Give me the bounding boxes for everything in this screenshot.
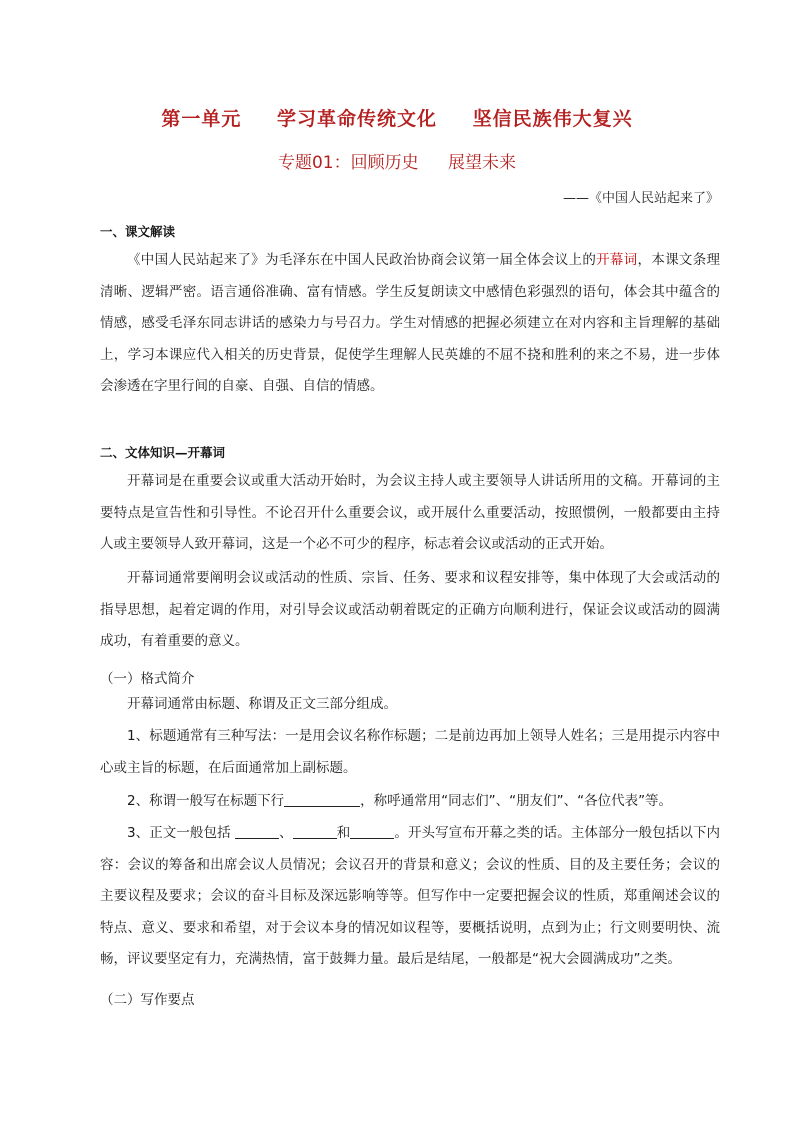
unit-title-part: 坚信民族伟大复兴: [472, 108, 633, 130]
paragraph: 开幕词是在重要会议或重大活动开始时，为会议主持人或主要领导人讲话所用的文稿。开幕词的主要特点是宣告性和引导性。不论召开什么重要会议，或开展什么重要活动，按照惯例，一般都要由主持人或主要领导人致开幕词，这是一个必不可少的程序，标志着会议或活动的正式开始。: [100, 473, 720, 552]
subtitle-part: 专题01：回顾历史: [277, 153, 419, 173]
topic-subtitle: [0, 148, 794, 173]
unit-title-part: 第一单元: [161, 108, 242, 130]
subsection-heading: （一）格式简介: [100, 671, 195, 687]
paragraph-text: ，本课文条理清晰、逻辑严密。语言通俗准确、富有情感。学生反复朗读文中感情色彩强烈的语句，体会其中蕴含的情感，感受毛泽东同志讲话的感染力与号召力。学生对情感的把握必须建立在对内容和主旨理解的基础上，学习本课应代入相关的历史背景，促使学生理解人民英雄的不屈不挠和胜利的来之不易，进一步体会渗透在字里行间的自豪、自强、自信的情感。: [100, 252, 721, 394]
paragraph-text: ，称呼通常用“同志们”、“朋友们”、“各位代表”等。: [360, 793, 673, 809]
paragraph: [100, 818, 720, 976]
unit-title: [0, 104, 794, 131]
subsection-heading: （二）写作要点: [100, 992, 195, 1008]
fill-blank[interactable]: [350, 824, 394, 839]
paragraph-text: 。开头写宣布开幕之类的话。主体部分一般包括以下内容：会议的筹备和出席会议人员情况；会议召开的背景和意义；会议的性质、目的及主要任务；会议的主要议程及要求；会议的奋斗目标及深远影响等等。但写作中一定要把握会议的性质，郑重阐述会议的特点、意义、要求和希望，对于会议本身的情况如议程等，要概括说明，点到为止；行文则要明快、流畅，评议要坚定有力，充满热情，富于鼓舞力量。最后是结尾，一般都是“祝大会圆满成功”之类。: [100, 825, 721, 967]
paragraph: 开幕词通常要阐明会议或活动的性质、宗旨、任务、要求和议程安排等，集中体现了大会或活动的指导思想，起着定调的作用，对引导会议或活动朝着既定的正确方向顺利进行，保证会议或活动的圆满成功，有着重要的意义。: [100, 570, 720, 649]
highlight-term: 开幕词: [596, 252, 638, 268]
paragraph: 1、标题通常有三种写法：一是用会议名称作标题；二是前边再加上领导人姓名；三是用提示内容中心或主旨的标题，在后面通常加上副标题。: [100, 728, 720, 776]
fill-blank[interactable]: [284, 792, 360, 807]
paragraph: 开幕词通常由标题、称谓及正文三部分组成。: [127, 696, 397, 712]
paragraph-text: 《中国人民站起来了》为毛泽东在中国人民政治协商会议第一届全体会议上的: [127, 252, 597, 268]
paragraph-text: 和: [336, 825, 351, 841]
section-heading: 二、文体知识—开幕词: [100, 445, 226, 460]
subtitle-part: 展望未来: [448, 153, 517, 173]
fill-blank[interactable]: [293, 824, 337, 839]
unit-title-part: 学习革命传统文化: [276, 108, 437, 130]
paragraph-text: 2、称谓一般写在标题下行: [127, 793, 285, 809]
section-heading: 一、课文解读: [100, 224, 176, 239]
paragraph: [100, 245, 720, 403]
paragraph-text: 、: [279, 825, 293, 841]
text-source: ——《中国人民站起来了》: [562, 191, 719, 206]
fill-blank[interactable]: [235, 824, 279, 839]
paragraph-text: 3、正文一般包括: [127, 825, 236, 841]
paragraph: [100, 786, 720, 818]
